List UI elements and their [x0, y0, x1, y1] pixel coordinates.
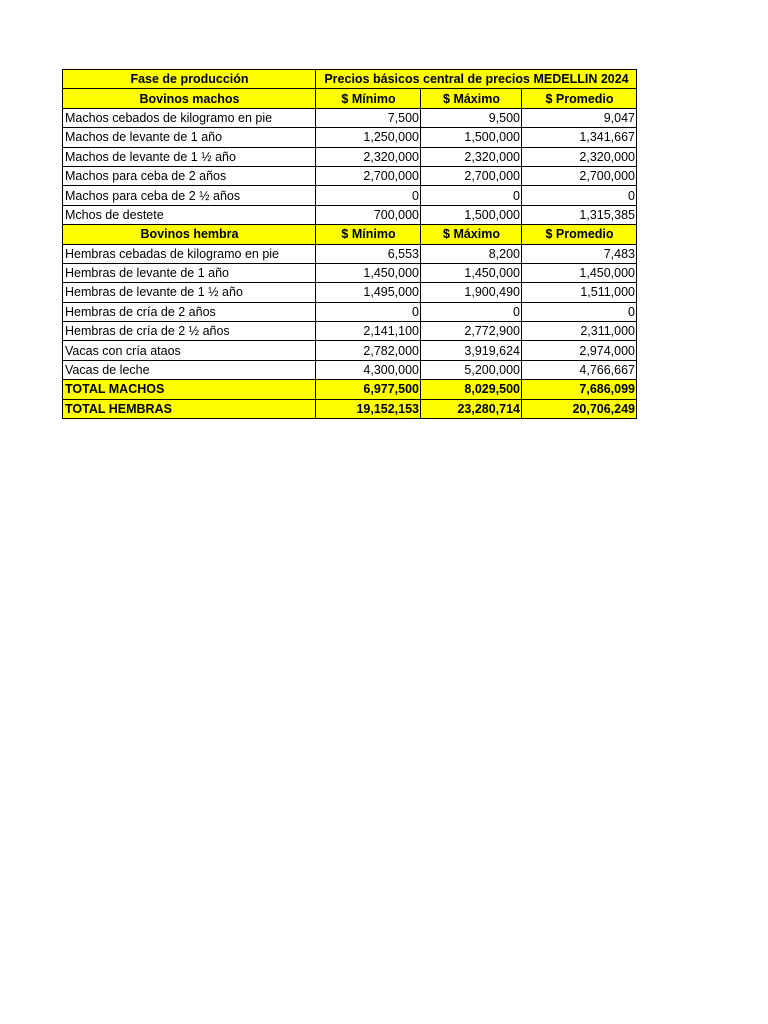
- max-value: 1,900,490: [421, 283, 522, 302]
- total-avg-value: 7,686,099: [522, 380, 637, 399]
- max-value: 9,500: [421, 108, 522, 127]
- avg-value: 2,320,000: [522, 147, 637, 166]
- max-column-header: $ Máximo: [421, 225, 522, 244]
- min-column-header: $ Mínimo: [316, 225, 421, 244]
- table-row: [63, 128, 637, 147]
- table-row: [63, 302, 637, 321]
- min-value: 6,553: [316, 244, 421, 263]
- total-min-value: 19,152,153: [316, 399, 421, 418]
- min-value: 1,495,000: [316, 283, 421, 302]
- table-title: Precios básicos central de precios MEDELLIN 2024: [316, 70, 637, 89]
- max-value: 2,700,000: [421, 166, 522, 185]
- total-label: TOTAL MACHOS: [63, 380, 316, 399]
- min-value: 0: [316, 186, 421, 205]
- avg-column-header: $ Promedio: [522, 89, 637, 108]
- max-value: 0: [421, 302, 522, 321]
- table-row: [63, 186, 637, 205]
- max-value: 1,450,000: [421, 263, 522, 282]
- table-row: [63, 166, 637, 185]
- row-label: Hembras cebadas de kilogramo en pie: [63, 244, 316, 263]
- hembras-section-title: Bovinos hembra: [63, 225, 316, 244]
- max-value: 5,200,000: [421, 360, 522, 379]
- table-row: [63, 360, 637, 379]
- avg-value: 9,047: [522, 108, 637, 127]
- row-label: Hembras de cría de 2 ½ años: [63, 322, 316, 341]
- table-row: [63, 108, 637, 127]
- avg-value: 1,315,385: [522, 205, 637, 224]
- row-label: Vacas de leche: [63, 360, 316, 379]
- row-label: Hembras de levante de 1 ½ año: [63, 283, 316, 302]
- avg-value: 1,341,667: [522, 128, 637, 147]
- max-value: 1,500,000: [421, 205, 522, 224]
- min-value: 0: [316, 302, 421, 321]
- table-row: [63, 322, 637, 341]
- machos-section-header: [63, 89, 637, 108]
- min-value: 1,450,000: [316, 263, 421, 282]
- max-column-header: $ Máximo: [421, 89, 522, 108]
- avg-value: 2,700,000: [522, 166, 637, 185]
- table-row: [63, 205, 637, 224]
- row-label: Mchos de destete: [63, 205, 316, 224]
- avg-value: 1,450,000: [522, 263, 637, 282]
- max-value: 2,320,000: [421, 147, 522, 166]
- avg-value: 0: [522, 186, 637, 205]
- avg-value: 2,311,000: [522, 322, 637, 341]
- max-value: 3,919,624: [421, 341, 522, 360]
- row-label: Hembras de cría de 2 años: [63, 302, 316, 321]
- machos-section-title: Bovinos machos: [63, 89, 316, 108]
- row-label: Machos cebados de kilogramo en pie: [63, 108, 316, 127]
- min-value: 1,250,000: [316, 128, 421, 147]
- total-max-value: 8,029,500: [421, 380, 522, 399]
- table-row: [63, 244, 637, 263]
- min-value: 2,141,100: [316, 322, 421, 341]
- row-label: Machos para ceba de 2 años: [63, 166, 316, 185]
- phase-header: Fase de producción: [63, 70, 316, 89]
- min-value: 2,700,000: [316, 166, 421, 185]
- min-column-header: $ Mínimo: [316, 89, 421, 108]
- row-label: Vacas con cría ataos: [63, 341, 316, 360]
- total-min-value: 6,977,500: [316, 380, 421, 399]
- row-label: Hembras de levante de 1 año: [63, 263, 316, 282]
- table-row: [63, 263, 637, 282]
- avg-value: 2,974,000: [522, 341, 637, 360]
- avg-value: 4,766,667: [522, 360, 637, 379]
- avg-column-header: $ Promedio: [522, 225, 637, 244]
- table-row: [63, 341, 637, 360]
- total-avg-value: 20,706,249: [522, 399, 637, 418]
- row-label: Machos de levante de 1 año: [63, 128, 316, 147]
- total-label: TOTAL HEMBRAS: [63, 399, 316, 418]
- min-value: 4,300,000: [316, 360, 421, 379]
- table-row: [63, 147, 637, 166]
- avg-value: 0: [522, 302, 637, 321]
- total-machos-row: [63, 380, 637, 399]
- min-value: 2,782,000: [316, 341, 421, 360]
- avg-value: 7,483: [522, 244, 637, 263]
- max-value: 8,200: [421, 244, 522, 263]
- min-value: 700,000: [316, 205, 421, 224]
- total-max-value: 23,280,714: [421, 399, 522, 418]
- avg-value: 1,511,000: [522, 283, 637, 302]
- table-header-row: [63, 70, 637, 89]
- row-label: Machos para ceba de 2 ½ años: [63, 186, 316, 205]
- max-value: 1,500,000: [421, 128, 522, 147]
- row-label: Machos de levante de 1 ½ año: [63, 147, 316, 166]
- hembras-section-header: [63, 225, 637, 244]
- total-hembras-row: [63, 399, 637, 418]
- min-value: 7,500: [316, 108, 421, 127]
- max-value: 0: [421, 186, 522, 205]
- price-table: [62, 69, 637, 419]
- max-value: 2,772,900: [421, 322, 522, 341]
- table-row: [63, 283, 637, 302]
- min-value: 2,320,000: [316, 147, 421, 166]
